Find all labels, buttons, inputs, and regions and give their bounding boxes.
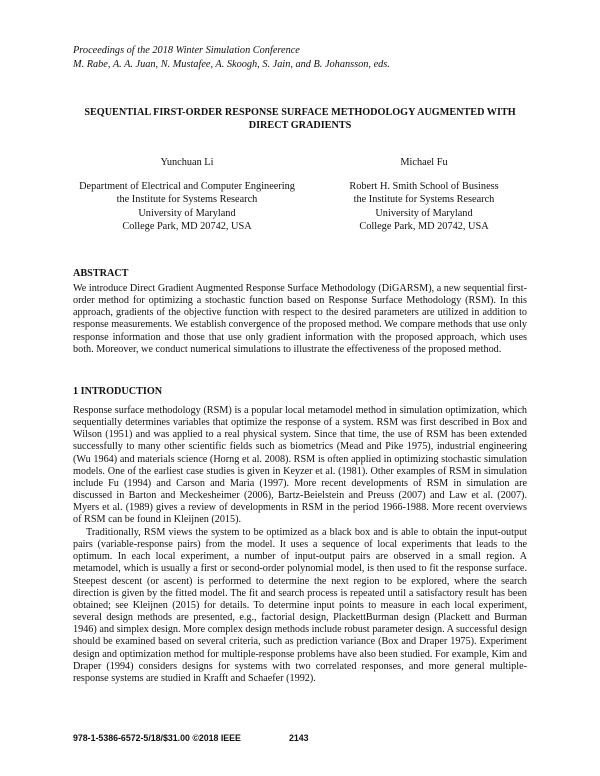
- paper-title: [73, 107, 527, 132]
- page-number: 2143: [289, 733, 309, 743]
- affiliation-line: the Institute for Systems Research: [353, 194, 495, 205]
- affiliation-line: Robert H. Smith School of Business: [349, 180, 499, 192]
- author-block-2: [309, 156, 539, 234]
- affiliation-line: College Park, MD 20742, USA: [122, 221, 252, 232]
- abstract-heading: ABSTRACT: [73, 268, 129, 279]
- abstract-text: We introduce Direct Gradient Augmented Response Surface Methodology (DiGARSM), a new sequential first-order method for optimizing a stochastic function based on Response Surface Methodology (RSM). In this approach, gradients of the objective function with respect to the desired parameters are utilized in addition to response measurements. We establish convergence of the proposed method. We compare methods that use only response information and those that use only gradient information with the proposed approach, which uses both. Moreover, we conduct numerical simulations to illustrate the effectiveness of the proposed method.: [73, 283, 527, 355]
- isbn-copyright: 978-1-5386-6572-5/18/$31.00 ©2018 IEEE: [73, 733, 241, 743]
- affiliation-line: University of Maryland: [375, 207, 473, 219]
- affiliation-line: the Institute for Systems Research: [116, 194, 258, 205]
- proceedings-header: [73, 44, 533, 71]
- author-name: Yunchuan Li: [160, 157, 214, 168]
- proceedings-title: Proceedings of the 2018 Winter Simulation Conference: [73, 45, 300, 56]
- author-name: Michael Fu: [400, 157, 448, 168]
- introduction-paragraph-1: Response surface methodology (RSM) is a popular local metamodel method in simulation optimization, which sequentially determines variables that optimize the response of a system. RSM was first described in Box and Wilson (1951) and was applied to a real physical system. Since that time, the use of RSM has been extended successfully to many other scientific fields such as biometrics (Mead and Pike 1975), industrial engineering (Wu 1964) and materials science (Horng et al. 2008). RSM is often applied in optimizing stochastic simulation models. One of the earliest case studies is given in Keyzer et al. (1981). Other examples of RSM in simulation include Fu (1994) and Carson and Maria (1997). More recent developments of RSM in simulation are discussed in Barton and Meckesheimer (2006), Bartz-Beielstein and Preuss (2007) and Law et al. (2007). Myers et al. (1989) gives a review of developments in RSM in the period 1966-1988. More recent overviews of RSM can be found in Kleijnen (2015).: [73, 405, 527, 526]
- paper-title-line-1: SEQUENTIAL FIRST-ORDER RESPONSE SURFACE METHODOLOGY AUGMENTED WITH: [84, 107, 516, 118]
- editors-line: M. Rabe, A. A. Juan, N. Mustafee, A. Skoogh, S. Jain, and B. Johansson, eds.: [73, 58, 390, 70]
- introduction-heading: 1 INTRODUCTION: [73, 386, 163, 397]
- introduction-paragraph-2: Traditionally, RSM views the system to be optimized as a black box and is able to obtain the input-output pairs (variable-response pairs) from the model. It uses a sequence of local experiments that leads to the optimum. In each local experiment, a number of input-output pairs are observed in a small region. A metamodel, which is usually a first or second-order polynomial model, is then used to fit the response surface. Steepest descent (or ascent) is performed to determine the next region to be explored, where the search direction is given by the fitted model. The fit and search process is repeated until a satisfactory result has been obtained; see Kleijnen (2015) for details. To determine input points to measure in each local experiment, several design methods are presented, e.g., factorial design, PlackettBurman design (Plackett and Burman 1946) and simplex design. More complex design methods include robust parameter design. A successful design should be examined based on several criteria, such as prediction variance (Box and Draper 1975). Experiment design and optimization method for multiple-response problems have also been studied. For example, Kim and Draper (1994) considers designs for systems with two correlated responses, and more general multiple-response systems are studied in Krafft and Schaefer (1992).: [73, 527, 527, 684]
- affiliation-line: College Park, MD 20742, USA: [359, 221, 489, 232]
- affiliation-line: University of Maryland: [138, 207, 236, 219]
- paper-title-line-2: DIRECT GRADIENTS: [248, 119, 352, 131]
- author-block-1: [72, 156, 302, 234]
- affiliation-line: Department of Electrical and Computer Engineering: [79, 180, 295, 192]
